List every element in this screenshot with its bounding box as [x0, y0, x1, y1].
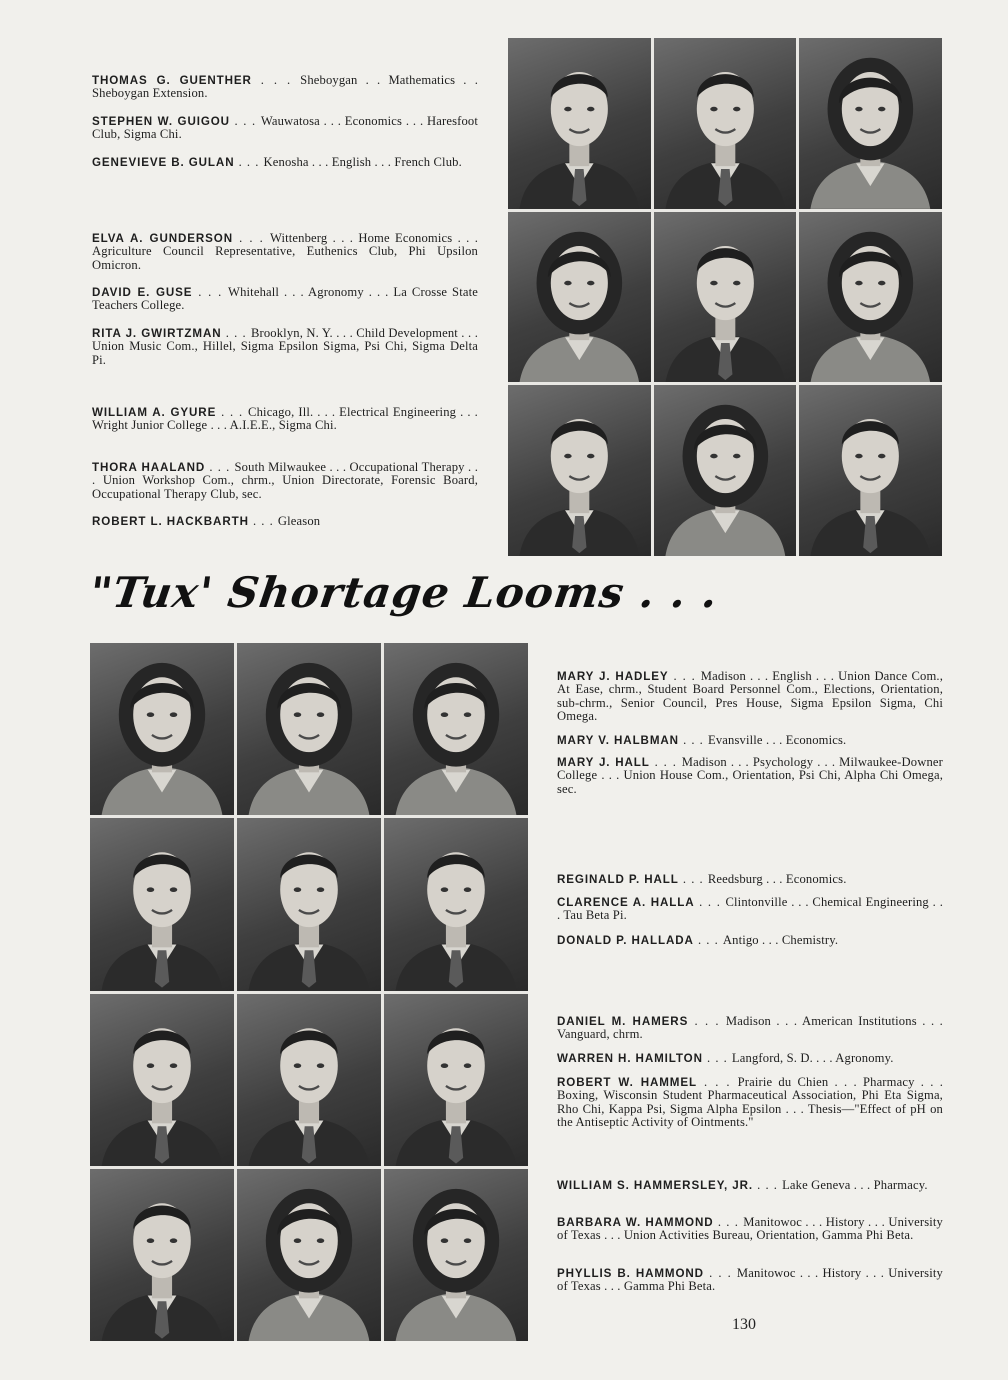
- entry-details: Wittenberg . . . Home Economics . . . Agriculture Council Representative, Euthenics Club, Phi Upsilon Omicron.: [92, 231, 479, 272]
- entry-details: Kenosha . . . English . . . French Club.: [263, 155, 462, 169]
- entry-hammond-barbara: BARBARA W. HAMMOND . . . Manitowoc . . . History . . . University of Texas . . . Union Activities Bureau, Orientation, Gamma Phi Beta.: [557, 1215, 944, 1243]
- portrait-silhouette: [237, 818, 381, 990]
- entry-hall-mary: MARY J. HALL . . . Madison . . . Psychology . . . Milwaukee-Downer College . . . Union House Com., Orientation, Psi Chi, Alpha Chi Omega, sec.: [557, 755, 943, 796]
- portrait-photo-man: [654, 212, 797, 383]
- portrait-photo-man: [508, 385, 651, 556]
- entry-name: ELVA A. GUNDERSON: [92, 232, 233, 245]
- entry-details: Langford, S. D. . . . Agronomy.: [731, 1051, 894, 1065]
- portrait-silhouette: [508, 385, 651, 556]
- entry-details: Sheboygan . . Mathematics . . Sheboygan Extension.: [92, 73, 478, 101]
- portrait-silhouette: [384, 818, 528, 990]
- portrait-silhouette: [799, 38, 942, 209]
- entry-details: Antigo . . . Chemistry.: [722, 933, 839, 947]
- entry-gunderson: ELVA A. GUNDERSON . . . Wittenberg . . . Home Economics . . . Agriculture Council Representative, Euthenics Club, Phi Upsilon Omicron.: [92, 231, 479, 272]
- portrait-photo-woman: [508, 212, 651, 383]
- portrait-silhouette: [799, 212, 942, 383]
- entry-details: Madison . . . American Institutions . . . Vanguard, chrm.: [557, 1014, 943, 1042]
- entry-details: Madison . . . Psychology . . . Milwaukee-Downer College . . . Union House Com., Orientation, Psi Chi, Alpha Chi Omega, sec.: [557, 755, 943, 796]
- entry-halla: CLARENCE A. HALLA . . . Clintonville . . . Chemical Engineering . . . Tau Beta Pi.: [557, 895, 943, 923]
- entry-details: Gleason: [277, 514, 321, 528]
- portrait-photo-man: [384, 994, 528, 1166]
- portrait-photo-man: [90, 994, 234, 1166]
- portrait-photo-man: [799, 385, 942, 556]
- entry-hackbarth: ROBERT L. HACKBARTH . . . Gleason: [92, 514, 321, 528]
- entry-details: Whitehall . . . Agronomy . . . La Crosse State Teachers College.: [92, 285, 478, 313]
- entry-name: REGINALD P. HALL: [557, 873, 679, 886]
- entry-name: MARY V. HALBMAN: [557, 734, 679, 747]
- entry-name: WILLIAM S. HAMMERSLEY, JR.: [557, 1179, 754, 1192]
- portrait-photo-woman: [799, 38, 942, 209]
- entry-name: CLARENCE A. HALLA: [557, 896, 695, 909]
- portrait-photo-woman: [237, 1169, 381, 1341]
- top-photo-grid: [508, 38, 942, 556]
- entry-hammond-phyllis: PHYLLIS B. HAMMOND . . . Manitowoc . . . History . . . University of Texas . . . Gamma Phi Beta.: [557, 1266, 943, 1294]
- portrait-silhouette: [90, 994, 234, 1166]
- portrait-photo-man: [237, 994, 381, 1166]
- entry-details: Brooklyn, N. Y. . . . Child Development . . . Union Music Com., Hillel, Sigma Epsilon Sigma, Psi Chi, Sigma Delta Pi.: [92, 326, 478, 367]
- portrait-silhouette: [90, 818, 234, 990]
- entry-halbman: MARY V. HALBMAN . . . Evansville . . . Economics.: [557, 733, 847, 747]
- entry-name: ROBERT W. HAMMEL: [557, 1076, 697, 1089]
- entry-details: Clintonville . . . Chemical Engineering . . . Tau Beta Pi.: [557, 895, 943, 923]
- portrait-silhouette: [508, 38, 651, 209]
- portrait-photo-man: [384, 818, 528, 990]
- entry-guigou: STEPHEN W. GUIGOU . . . Wauwatosa . . . Economics . . . Haresfoot Club, Sigma Chi.: [92, 114, 479, 142]
- entry-details: Madison . . . English . . . Union Dance Com., At Ease, chrm., Student Board Personnel Com., Elections, Orientation, sub-chrm., Senior Council, Pres House, Sigma Epsilon Sigma, Chi Omega.: [557, 669, 943, 724]
- portrait-photo-man: [654, 38, 797, 209]
- entry-hammel: ROBERT W. HAMMEL . . . Prairie du Chien . . . Pharmacy . . . Boxing, Wisconsin Student Pharmaceutical Association, Phi Eta Sigma, Rho Chi, Kappa Psi, Sigma Alpha Epsilon . . . Thesis—"Effect of pH on the Antiseptic Activity of Ointments.": [557, 1075, 943, 1130]
- portrait-silhouette: [237, 1169, 381, 1341]
- entry-name: THOMAS G. GUENTHER: [92, 74, 252, 87]
- entry-name: DANIEL M. HAMERS: [557, 1015, 689, 1028]
- entry-gulan: GENEVIEVE B. GULAN . . . Kenosha . . . English . . . French Club.: [92, 155, 462, 169]
- entry-details: Wauwatosa . . . Economics . . . Haresfoot Club, Sigma Chi.: [92, 114, 479, 142]
- portrait-photo-man: [508, 38, 651, 209]
- entry-hadley: MARY J. HADLEY . . . Madison . . . English . . . Union Dance Com., At Ease, chrm., Student Board Personnel Com., Elections, Orientation, sub-chrm., Senior Council, Pres House, Sigma Epsilon Sigma, Chi Omega.: [557, 669, 943, 724]
- entry-hallada: DONALD P. HALLADA . . . Antigo . . . Chemistry.: [557, 933, 839, 947]
- entry-hamers: DANIEL M. HAMERS . . . Madison . . . American Institutions . . . Vanguard, chrm.: [557, 1014, 943, 1042]
- portrait-photo-woman: [654, 385, 797, 556]
- entry-gwirtzman: RITA J. GWIRTZMAN . . . Brooklyn, N. Y. . . . Child Development . . . Union Music Com., Hillel, Sigma Epsilon Sigma, Psi Chi, Sigma Delta Pi.: [92, 326, 478, 367]
- entry-name: BARBARA W. HAMMOND: [557, 1216, 714, 1229]
- entry-name: MARY J. HADLEY: [557, 670, 669, 683]
- entry-name: STEPHEN W. GUIGOU: [92, 115, 230, 128]
- portrait-silhouette: [508, 212, 651, 383]
- entry-name: MARY J. HALL: [557, 756, 650, 769]
- entry-name: PHYLLIS B. HAMMOND: [557, 1267, 704, 1280]
- entry-guenther: THOMAS G. GUENTHER . . . Sheboygan . . Mathematics . . Sheboygan Extension.: [92, 73, 478, 101]
- portrait-silhouette: [237, 643, 381, 815]
- portrait-photo-woman: [384, 1169, 528, 1341]
- entry-name: WARREN H. HAMILTON: [557, 1052, 703, 1065]
- entry-details: Reedsburg . . . Economics.: [707, 872, 847, 886]
- entry-details: South Milwaukee . . . Occupational Therapy . . . Union Workshop Com., chrm., Union Directorate, Forensic Board, Occupational Therapy Club, sec.: [92, 460, 478, 501]
- portrait-photo-man: [90, 1169, 234, 1341]
- portrait-silhouette: [237, 994, 381, 1166]
- entry-name: GENEVIEVE B. GULAN: [92, 156, 235, 169]
- portrait-silhouette: [654, 212, 797, 383]
- portrait-silhouette: [90, 643, 234, 815]
- portrait-silhouette: [90, 1169, 234, 1341]
- entry-hall-reginald: REGINALD P. HALL . . . Reedsburg . . . Economics.: [557, 872, 847, 886]
- entry-details: Manitowoc . . . History . . . University of Texas . . . Gamma Phi Beta.: [557, 1266, 943, 1294]
- entry-hammersley: WILLIAM S. HAMMERSLEY, JR. . . . Lake Geneva . . . Pharmacy.: [557, 1178, 928, 1192]
- portrait-silhouette: [654, 385, 797, 556]
- portrait-photo-man: [237, 818, 381, 990]
- headline: "Tux' Shortage Looms . . .: [86, 568, 722, 617]
- entry-hamilton: WARREN H. HAMILTON . . . Langford, S. D. . . . Agronomy.: [557, 1051, 894, 1065]
- entry-details: Evansville . . . Economics.: [707, 733, 847, 747]
- portrait-silhouette: [654, 38, 797, 209]
- portrait-photo-man: [90, 818, 234, 990]
- entry-gyure: WILLIAM A. GYURE . . . Chicago, Ill. . . . Electrical Engineering . . . Wright Junior College . . . A.I.E.E., Sigma Chi.: [92, 405, 478, 433]
- entry-name: THORA HAALAND: [92, 461, 206, 474]
- portrait-silhouette: [384, 643, 528, 815]
- entry-name: WILLIAM A. GYURE: [92, 406, 217, 419]
- portrait-silhouette: [799, 385, 942, 556]
- portrait-photo-woman: [384, 643, 528, 815]
- portrait-photo-woman: [237, 643, 381, 815]
- portrait-photo-woman: [90, 643, 234, 815]
- entry-name: DAVID E. GUSE: [92, 286, 193, 299]
- portrait-silhouette: [384, 994, 528, 1166]
- page-number: 130: [732, 1316, 756, 1333]
- bottom-photo-grid: [90, 643, 528, 1341]
- entry-haaland: THORA HAALAND . . . South Milwaukee . . . Occupational Therapy . . . Union Workshop Com., chrm., Union Directorate, Forensic Board, Occupational Therapy Club, sec.: [92, 460, 478, 501]
- portrait-photo-woman: [799, 212, 942, 383]
- portrait-silhouette: [384, 1169, 528, 1341]
- entry-details: Manitowoc . . . History . . . University of Texas . . . Union Activities Bureau, Orientation, Gamma Phi Beta.: [557, 1215, 944, 1243]
- entry-guse: DAVID E. GUSE . . . Whitehall . . . Agronomy . . . La Crosse State Teachers College.: [92, 285, 478, 313]
- entry-name: RITA J. GWIRTZMAN: [92, 327, 222, 340]
- entry-details: Prairie du Chien . . . Pharmacy . . . Boxing, Wisconsin Student Pharmaceutical Association, Phi Eta Sigma, Rho Chi, Kappa Psi, Sigma Alpha Epsilon . . . Thesis—"Effect of pH on the Antiseptic Activity of Ointments.": [557, 1075, 943, 1130]
- entry-name: DONALD P. HALLADA: [557, 934, 694, 947]
- entry-details: Lake Geneva . . . Pharmacy.: [782, 1178, 928, 1192]
- entry-details: Chicago, Ill. . . . Electrical Engineering . . . Wright Junior College . . . A.I.E.E., Sigma Chi.: [92, 405, 478, 433]
- entry-name: ROBERT L. HACKBARTH: [92, 515, 249, 528]
